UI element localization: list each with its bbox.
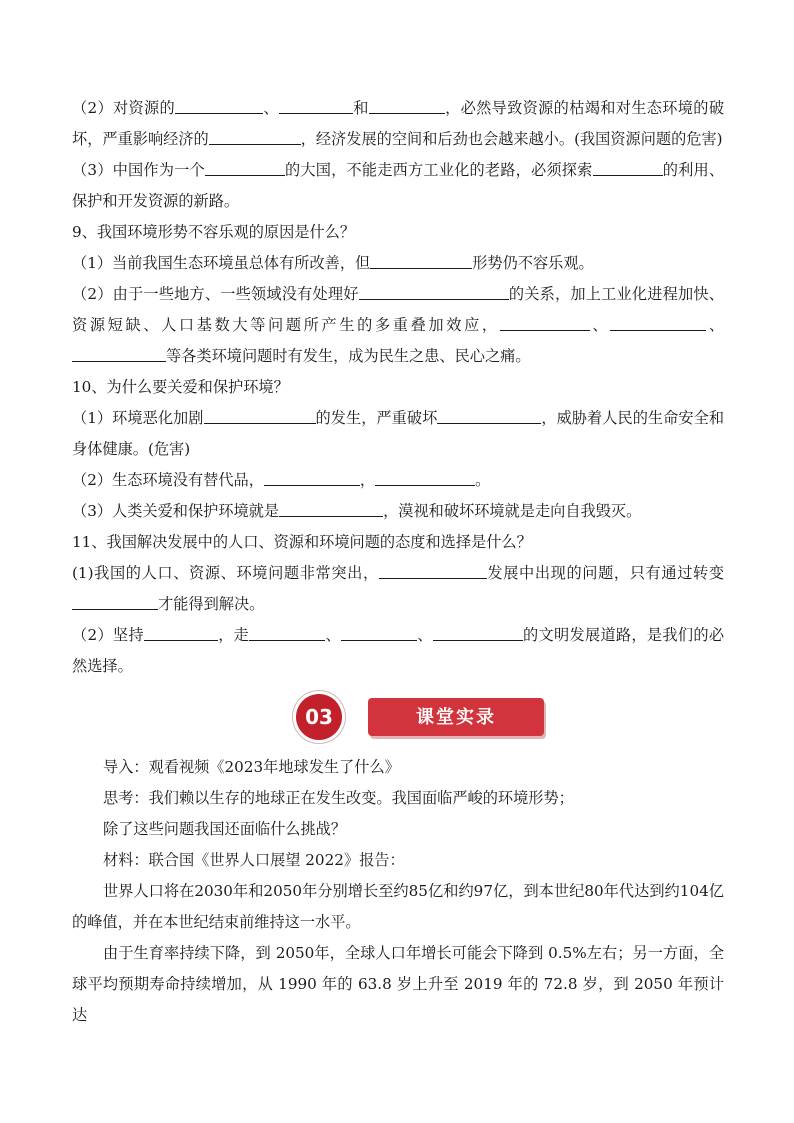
fill-blank[interactable] [610,313,706,331]
text: 、 [325,626,341,644]
fill-blank[interactable] [72,344,166,362]
text: ，威胁着人民的生命安全和身体健康。(危害) [72,409,725,458]
fill-blank[interactable] [370,251,472,269]
fill-blank[interactable] [593,158,663,176]
text: （2）对资源的 [72,99,176,117]
text: （2）坚持 [72,626,144,644]
q11-item-1 [72,558,724,620]
text: 和 [352,99,369,117]
fill-blank[interactable] [204,406,316,424]
record-think-2: 除了这些问题我国还面临什么挑战？ [103,820,346,838]
fill-blank[interactable] [279,499,383,517]
fill-blank[interactable] [369,96,445,114]
text: 形势仍不容乐观。 [472,254,594,272]
fill-blank[interactable] [359,282,509,300]
text: 发展中出现的问题，只有通过转变 [486,564,725,582]
text: 的关系，加上工业化进程加快、资源短缺、人口基数大等问题所产生的多重叠加效应， [72,285,724,334]
text: ，漠视和破坏环境就是走向自我毁灭。 [383,502,642,520]
text: ，经济发展的空间和后劲也会越来越小。(我国资源问题的危害) [300,130,723,148]
text: ，走 [217,626,250,644]
text: (1)我国的人口、资源、环境问题非常突出， [72,564,379,582]
text: （3）中国作为一个 [72,161,205,179]
section-number-badge: 03 [296,694,342,740]
fill-blank[interactable] [279,96,353,114]
record-intro: 导入：观看视频《2023年地球发生了什么》 [103,758,400,776]
record-material: 材料：联合国《世界人口展望 2022》报告： [103,851,405,869]
section-title-banner: 课堂实录 [368,698,544,736]
record-think-1: 思考：我们赖以生存的地球正在发生改变。我国面临严峻的环境形势； [103,789,574,807]
text: （3）人类关爱和保护环境就是 [72,502,280,520]
text: 、 [589,316,611,334]
fill-blank[interactable] [144,623,218,641]
section-header [72,690,724,746]
text: 等各类环境问题时有发生，成为民生之患、民心之痛。 [166,347,531,365]
q9-title: 9、我国环境形势不容乐观的原因是什么？ [72,223,356,241]
fill-blank[interactable] [205,158,285,176]
q10-item-2 [72,465,724,496]
fill-blank[interactable] [175,96,263,114]
text: 。 [475,471,491,489]
text: 的利用、保护和开发资源的新路。 [72,161,725,210]
fill-blank[interactable] [341,623,417,641]
q10-item-3 [72,496,724,527]
text: 的大国，不能走西方工业化的老路，必须探索 [284,161,593,179]
text: （1）当前我国生态环境虽总体有所改善，但 [72,254,371,272]
text: 、 [706,316,725,334]
q9-item-1 [72,248,724,279]
q11-item-2 [72,620,724,682]
fill-blank[interactable] [249,623,325,641]
text: 、 [416,626,433,644]
record-paragraph-2: 由于生育率持续下降，到 2050年，全球人口年增长可能会下降到 0.5%左右；另一方面，全球平均预期寿命持续增加，从 1990 年的 63.8 岁上升至 2019 年的 72.8 岁，到 2050 年预计达 [72,944,724,1024]
q10-title: 10、为什么要关爱和保护环境？ [72,378,289,396]
fill-blank[interactable] [500,313,590,331]
fill-blank[interactable] [433,623,523,641]
text: 的发生，严重破坏 [315,409,438,427]
text: 才能得到解决。 [158,595,265,613]
text: 的文明发展道路，是我们的必然选择。 [72,626,725,675]
text: （2）由于一些地方、一些领域没有处理好 [72,285,359,303]
fill-blank[interactable] [264,468,360,486]
fill-blank[interactable] [379,561,487,579]
fill-blank[interactable] [375,468,475,486]
text: （2）生态环境没有替代品， [72,471,264,489]
record-paragraph-1: 世界人口将在2030年和2050年分别增长至约85亿和约97亿，到本世纪80年代达到约104亿的峰值，并在本世纪结束前维持这一水平。 [72,882,724,931]
text: 、 [263,99,279,117]
fill-blank[interactable] [437,406,541,424]
text: ，必然导致资源的枯竭和对生态环境的破坏，严重影响经济的 [72,99,725,148]
text: （1）环境恶化加剧 [72,409,204,427]
q8-item-2 [72,93,724,155]
q11-title: 11、我国解决发展中的人口、资源和环境问题的态度和选择是什么？ [72,533,532,551]
fill-blank[interactable] [72,592,158,610]
q9-item-2 [72,279,724,372]
q10-item-1 [72,403,724,465]
worksheet-content [72,93,724,1031]
text: ， [359,471,376,489]
q8-item-3 [72,155,724,217]
fill-blank[interactable] [209,127,301,145]
